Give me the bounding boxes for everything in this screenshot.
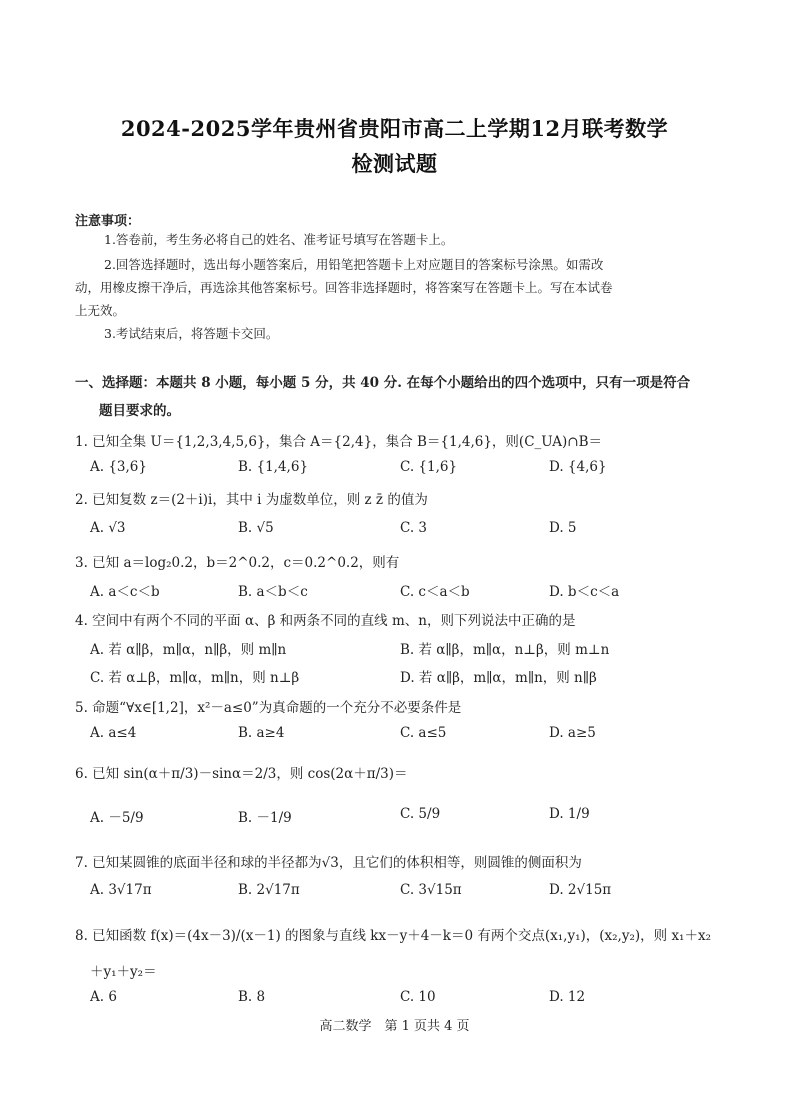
- question-1-option-b: B. {1,4,6}: [238, 459, 309, 475]
- question-8-option-c: C. 10: [400, 989, 436, 1005]
- question-5-option-c: C. a≤5: [400, 725, 447, 741]
- question-3-option-a: A. a＜c＜b: [90, 584, 160, 600]
- question-1-option-d: D. {4,6}: [549, 459, 607, 475]
- question-6-option-c: C. 5/9: [400, 806, 441, 822]
- question-4-option-a: A. 若 α∥β，m∥α，n∥β，则 m∥n: [90, 642, 287, 658]
- question-4-option-c: C. 若 α⊥β，m∥α，m∥n，则 n⊥β: [90, 670, 300, 686]
- question-8-stem-continued: ＋y₁＋y₂＝: [90, 964, 157, 980]
- question-3-option-d: D. b＜c＜a: [549, 584, 620, 600]
- question-2-stem: 2. 已知复数 z＝(2＋i)i，其中 i 为虚数单位，则 z z̄ 的值为: [75, 492, 428, 508]
- question-3-option-c: C. c＜a＜b: [400, 584, 470, 600]
- question-8-option-d: D. 12: [549, 989, 586, 1005]
- exam-title-line2: 检测试题: [351, 151, 438, 176]
- question-4-stem: 4. 空间中有两个不同的平面 α、β 和两条不同的直线 m、n，则下列说法中正确的是: [75, 613, 576, 629]
- question-8-option-a: A. 6: [90, 989, 117, 1005]
- note-1: 1.答卷前，考生务必将自己的姓名、准考证号填写在答题卡上。: [104, 232, 454, 247]
- question-3-option-b: B. a＜b＜c: [238, 584, 308, 600]
- question-6-stem: 6. 已知 sin(α＋π/3)－sinα＝2/3，则 cos(2α＋π/3)＝: [75, 766, 408, 782]
- question-7-stem: 7. 已知某圆锥的底面半径和球的半径都为√3，且它们的体积相等，则圆锥的侧面积为: [75, 855, 582, 871]
- note-2a: 2.回答选择题时，选出每小题答案后，用铅笔把答题卡上对应题目的答案标号涂黑。如需改: [104, 257, 604, 272]
- question-5-stem: 5. 命题“∀x∈[1,2]，x²－a≤0”为真命题的一个充分不必要条件是: [75, 700, 462, 716]
- question-7-option-c: C. 3√15π: [400, 882, 462, 898]
- question-7-option-d: D. 2√15π: [549, 882, 612, 898]
- section-heading-line2: 题目要求的。: [99, 403, 180, 419]
- question-8-stem: 8. 已知函数 f(x)＝(4x－3)/(x－1) 的图象与直线 kx－y＋4－k＝0 有两个交点(x₁,y₁)，(x₂,y₂)，则 x₁＋x₂: [75, 928, 711, 944]
- question-5-option-b: B. a≥4: [238, 725, 285, 741]
- question-1-option-c: C. {1,6}: [400, 459, 458, 475]
- question-4-option-b: B. 若 α∥β，m∥α，n⊥β，则 m⊥n: [400, 642, 610, 658]
- question-8-option-b: B. 8: [238, 989, 266, 1005]
- question-4-option-d: D. 若 α∥β，m∥α，m∥n，则 n∥β: [400, 670, 597, 686]
- question-2-option-c: C. 3: [400, 520, 428, 536]
- question-2-option-d: D. 5: [549, 520, 577, 536]
- note-2b: 动，用橡皮擦干净后，再选涂其他答案标号。回答非选择题时，将答案写在答题卡上。写在本试卷: [75, 280, 613, 295]
- question-2-option-a: A. √3: [90, 520, 126, 536]
- notes-heading: 注意事项：: [75, 214, 141, 229]
- page-footer: 高二数学 第 1 页共 4 页: [319, 1019, 470, 1034]
- question-6-option-d: D. 1/9: [549, 806, 590, 822]
- note-3: 3.考试结束后，将答题卡交回。: [104, 326, 279, 341]
- question-5-option-d: D. a≥5: [549, 725, 596, 741]
- section-heading-line1: 一、选择题：本题共 8 小题，每小题 5 分，共 40 分. 在每个小题给出的四个选项中，只有一项是符合: [75, 375, 691, 391]
- question-5-option-a: A. a≤4: [90, 725, 137, 741]
- question-1-stem: 1. 已知全集 U＝{1,2,3,4,5,6}，集合 A＝{2,4}，集合 B＝{1,4,6}，则(C_UA)∩B＝: [75, 434, 602, 450]
- question-7-option-b: B. 2√17π: [238, 882, 300, 898]
- question-6-option-a: A. －5/9: [90, 810, 144, 826]
- note-2c: 上无效。: [75, 303, 126, 318]
- question-6-option-b: B. －1/9: [238, 810, 292, 826]
- question-7-option-a: A. 3√17π: [90, 882, 152, 898]
- question-3-stem: 3. 已知 a＝log₂0.2，b＝2^0.2，c＝0.2^0.2，则有: [75, 555, 400, 571]
- section-heading: [75, 369, 725, 425]
- exam-title-line1: 2024-2025学年贵州省贵阳市高二上学期12月联考数学: [120, 116, 669, 141]
- question-2-option-b: B. √5: [238, 520, 274, 536]
- question-1-option-a: A. {3,6}: [90, 459, 147, 475]
